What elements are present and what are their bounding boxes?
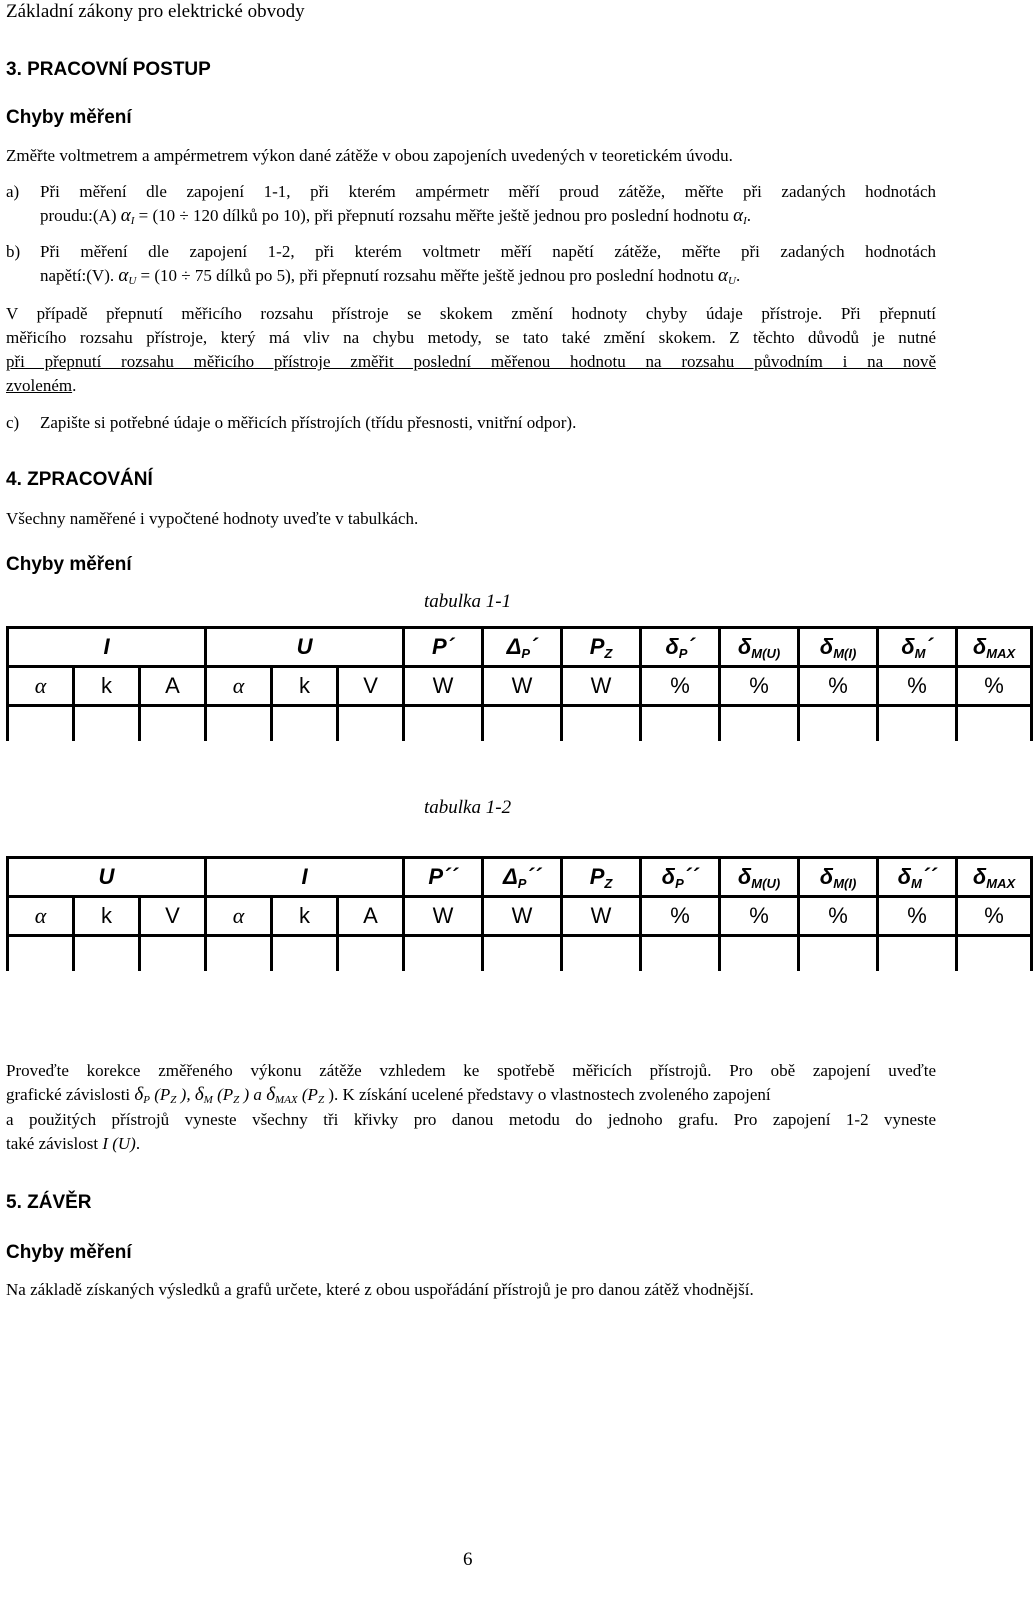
table1-caption: tabulka 1-1 <box>424 591 512 612</box>
unit-cell: % <box>720 667 799 706</box>
alpha-subscript-u: U <box>128 275 137 287</box>
header-max-error: δMAX <box>957 628 1032 667</box>
data-cell <box>140 706 206 742</box>
header-method-error: δP´´ <box>641 858 720 897</box>
header-voltage: U <box>8 858 206 897</box>
header-instrument-error: δM´ <box>878 628 957 667</box>
table-1-2 <box>6 856 1033 971</box>
section-heading-conclusion: 5. ZÁVĚR <box>6 1192 92 1213</box>
unit-cell: k <box>272 897 338 936</box>
processing-intro: Všechny naměřené i vypočtené hodnoty uveďte v tabulkách. <box>6 509 419 528</box>
data-cell <box>562 936 641 972</box>
item-b-label: b) <box>6 242 21 261</box>
unit-cell: % <box>799 897 878 936</box>
procedure-intro: Změřte voltmetrem a ampérmetrem výkon dané zátěže v obou zapojeních uvedených v teoretickém úvodu. <box>6 146 733 165</box>
correction-line3: a použitých přístrojů vyneste všechny tři křivky pro danou metodu do jednoho grafu. Pro zapojení 1-2 vyneste <box>6 1110 936 1129</box>
range-note-end: . <box>72 376 77 395</box>
header-instrument-error: δM´´ <box>878 858 957 897</box>
range-note-line2: měřicího rozsahu přístroje, který má vliv na chybu metody, se tato také změní skokem. Z těchto důvodů je nutné <box>6 328 936 347</box>
alpha-symbol: α <box>718 265 728 286</box>
data-cell <box>957 706 1032 742</box>
correction-line1: Proveďte korekce změřeného výkonu zátěže vzhledem ke spotřebě měřicích přístrojů. Pro obě zapojení uveďte <box>6 1061 936 1080</box>
unit-cell: k <box>74 667 140 706</box>
data-cell <box>272 706 338 742</box>
data-cell <box>641 706 720 742</box>
unit-cell: % <box>799 667 878 706</box>
unit-cell: % <box>641 667 720 706</box>
unit-cell: k <box>74 897 140 936</box>
unit-cell: % <box>957 897 1032 936</box>
subheading-measurement-errors: Chyby měření <box>6 107 132 128</box>
header-current: I <box>206 858 404 897</box>
header-voltmeter-error: δM(U) <box>720 858 799 897</box>
data-cell <box>799 936 878 972</box>
item-b-end: . <box>735 266 741 285</box>
item-c-label: c) <box>6 413 20 432</box>
table-1-1 <box>6 626 1033 741</box>
alpha-symbol: α <box>733 205 744 226</box>
unit-cell: W <box>404 897 483 936</box>
header-current: I <box>8 628 206 667</box>
running-header: Základní zákony pro elektrické obvody <box>6 1 305 22</box>
data-cell <box>720 706 799 742</box>
range-note-line1: V případě přepnutí měřicího rozsahu přístroje se skokem změní hodnoty chyby údaje přístroje. Při přepnutí <box>6 304 936 323</box>
header-ammeter-error: δM(I) <box>799 628 878 667</box>
unit-cell: % <box>641 897 720 936</box>
correction-line2: grafické závislosti $\delta_P$ ($P_Z$ ), $\delta_M$ ($P_Z$ ) a $\delta_{MAX}$ ($P_Z$ ). K získání ucelené představy o vlastnostech zvoleného zapojení <box>6 1084 771 1106</box>
data-cell <box>641 936 720 972</box>
data-cell <box>74 936 140 972</box>
item-b-line2 <box>40 264 936 293</box>
data-cell <box>562 706 641 742</box>
data-cell <box>404 706 483 742</box>
item-b-line2-pre: napětí:(V). <box>40 266 115 285</box>
data-cell <box>483 936 562 972</box>
section-heading-procedure: 3. PRACOVNÍ POSTUP <box>6 59 211 80</box>
unit-cell: W <box>562 897 641 936</box>
item-a-end: . <box>746 206 751 225</box>
header-method-error: δP´ <box>641 628 720 667</box>
header-load-power: PZ <box>562 628 641 667</box>
header-power-correction: ΔP´ <box>483 628 562 667</box>
delta-symbol: δ <box>194 1084 204 1105</box>
conclusion-text: Na základě získaných výsledků a grafů určete, které z obou uspořádání přístrojů je pro danou zátěž vhodnější. <box>6 1280 754 1299</box>
data-cell <box>799 706 878 742</box>
unit-cell: A <box>338 897 404 936</box>
data-cell <box>957 936 1032 972</box>
subheading-measurement-errors: Chyby měření <box>6 554 132 575</box>
delta-symbol: δ <box>134 1084 144 1105</box>
unit-cell: α <box>8 667 74 706</box>
data-cell <box>8 706 74 742</box>
data-cell <box>8 936 74 972</box>
unit-cell: W <box>404 667 483 706</box>
item-a-line1: Při měření dle zapojení 1-1, při kterém ampérmetr měří proud zátěže, měřte při zadaných hodnotách <box>40 182 936 201</box>
unit-cell: V <box>140 897 206 936</box>
data-cell <box>338 936 404 972</box>
alpha-subscript-i: I <box>743 215 747 227</box>
data-cell <box>338 706 404 742</box>
data-cell <box>878 706 957 742</box>
header-power: P´ <box>404 628 483 667</box>
unit-cell: V <box>338 667 404 706</box>
header-ammeter-error: δM(I) <box>799 858 878 897</box>
unit-cell: % <box>878 667 957 706</box>
header-load-power: PZ <box>562 858 641 897</box>
data-cell <box>272 936 338 972</box>
header-power: P´´ <box>404 858 483 897</box>
unit-cell: W <box>483 667 562 706</box>
alpha-subscript-i: I <box>130 215 135 227</box>
header-voltage: U <box>206 628 404 667</box>
unit-cell: W <box>562 667 641 706</box>
unit-cell: α <box>8 897 74 936</box>
unit-cell: A <box>140 667 206 706</box>
alpha-symbol: α <box>118 265 129 286</box>
correction-line4: také závislost I (U). <box>6 1134 141 1153</box>
unit-cell: α <box>206 897 272 936</box>
unit-cell: % <box>878 897 957 936</box>
unit-cell: W <box>483 897 562 936</box>
data-cell <box>206 706 272 742</box>
item-c-text: Zapište si potřebné údaje o měřicích přístrojích (třídu přesnosti, vnitřní odpor). <box>40 413 577 432</box>
item-a-line2-pre: proudu:(A) <box>40 206 117 225</box>
header-max-error: δMAX <box>957 858 1032 897</box>
page-number: 6 <box>463 1549 473 1570</box>
item-b-line1: Při měření dle zapojení 1-2, při kterém voltmetr měří napětí zátěže, měřte při zadaných hodnotách <box>40 242 936 261</box>
unit-cell: k <box>272 667 338 706</box>
item-b-line2-mid: = (10 ÷ 75 dílků po 5), při přepnutí rozsahu měřte ještě jednou pro poslední hodnotu <box>140 266 714 285</box>
data-cell <box>720 936 799 972</box>
table2-caption: tabulka 1-2 <box>424 797 512 818</box>
data-cell <box>878 936 957 972</box>
data-cell <box>206 936 272 972</box>
item-a-label: a) <box>6 182 20 201</box>
unit-cell: % <box>957 667 1032 706</box>
data-cell <box>483 706 562 742</box>
range-note-underlined: zvoleném <box>6 376 73 395</box>
range-note-line4 <box>6 374 76 397</box>
item-a-line2 <box>40 204 936 233</box>
alpha-symbol: α <box>120 205 131 226</box>
range-note-line3: při přepnutí rozsahu měřicího přístroje změřit poslední měřenou hodnotu na rozsahu původním i na nově <box>6 352 936 371</box>
delta-symbol: δ <box>266 1084 276 1105</box>
header-voltmeter-error: δM(U) <box>720 628 799 667</box>
header-power-correction: ΔP´´ <box>483 858 562 897</box>
data-cell <box>404 936 483 972</box>
unit-cell: α <box>206 667 272 706</box>
data-cell <box>140 936 206 972</box>
subheading-measurement-errors: Chyby měření <box>6 1242 132 1263</box>
data-cell <box>74 706 140 742</box>
alpha-subscript-u: U <box>727 275 736 287</box>
item-a-line2-mid: = (10 ÷ 120 dílků po 10), při přepnutí rozsahu měřte ještě jednou pro poslední hodnotu <box>138 206 729 225</box>
unit-cell: % <box>720 897 799 936</box>
section-heading-processing: 4. ZPRACOVÁNÍ <box>6 469 153 490</box>
